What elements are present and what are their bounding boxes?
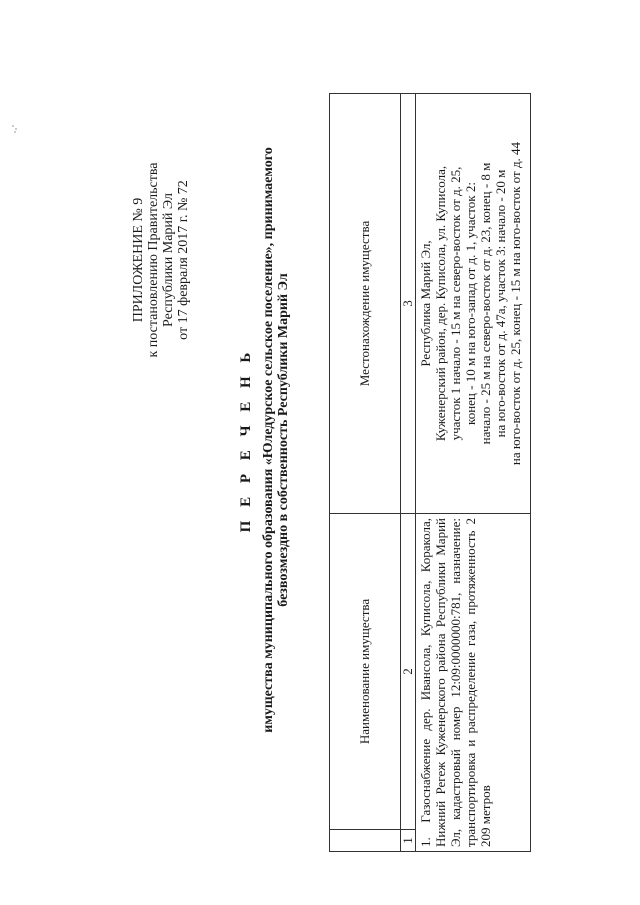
header-name: Наименование имущества — [330, 514, 401, 830]
column-number: 2 — [401, 514, 416, 830]
location-line: Республика Марий Эл, — [418, 240, 433, 367]
location-line: на юго-восток от д. 47а, участок 3: начало - 20 м — [493, 169, 508, 438]
row-number: 1. — [418, 837, 433, 847]
table-row — [416, 94, 531, 852]
appendix-title: ПРИЛОЖЕНИЕ № 9 — [131, 197, 146, 323]
document-subtitle — [261, 120, 291, 760]
property-location-cell — [416, 94, 531, 514]
rotated-page — [33, 0, 633, 880]
appendix-decree: к постановлению Правительства — [146, 162, 161, 358]
appendix-republic: Республики Марий Эл — [161, 193, 176, 327]
location-line: конец - 10 м на юго-запад от д. 1, участок 2: — [463, 182, 478, 425]
property-name-cell — [416, 514, 531, 852]
column-number-row — [401, 94, 416, 852]
header-location: Местонахождение имущества — [330, 94, 401, 514]
column-number: 1 — [401, 830, 416, 852]
scan-speck — [12, 125, 14, 127]
scan-speck — [15, 128, 17, 130]
appendix-date: от 17 февраля 2017 г. № 72 — [176, 180, 191, 340]
subtitle-line-2: безвозмездно в собственность Республики Марий Эл — [276, 273, 291, 607]
scan-speck — [14, 131, 16, 133]
location-line: Куженерский район, дер. Куписола, ул. Куписола, — [433, 165, 448, 442]
header-number — [330, 830, 401, 852]
appendix-block — [131, 95, 191, 425]
property-table — [329, 93, 531, 852]
table-header-row — [330, 94, 401, 852]
subtitle-line-1: имущества муниципального образования «Юледурское сельское поселение», принимаемого — [261, 147, 276, 733]
column-number: 3 — [401, 94, 416, 514]
location-line: участок 1 начало - 15 м на северо-восток от д. 25, — [448, 166, 463, 441]
location-line: на юго-восток от д. 25, конец - 15 м на юго-восток от д. 44 — [508, 141, 523, 466]
document-title: П Е Р Е Ч Е Н Ь — [238, 347, 254, 533]
location-line: начало - 25 м на северо-восток от д. 23, конец - 8 м — [478, 162, 493, 445]
property-name: Газоснабжение дер. Ивансола, Куписола, Коракола, Нижний Регеж Куженерского района Республики Марий Эл, кадастровый номер 12:09:0000000:781, назначение: транспортировка и распределение газа, протяженность 2 209 метров — [418, 517, 493, 847]
